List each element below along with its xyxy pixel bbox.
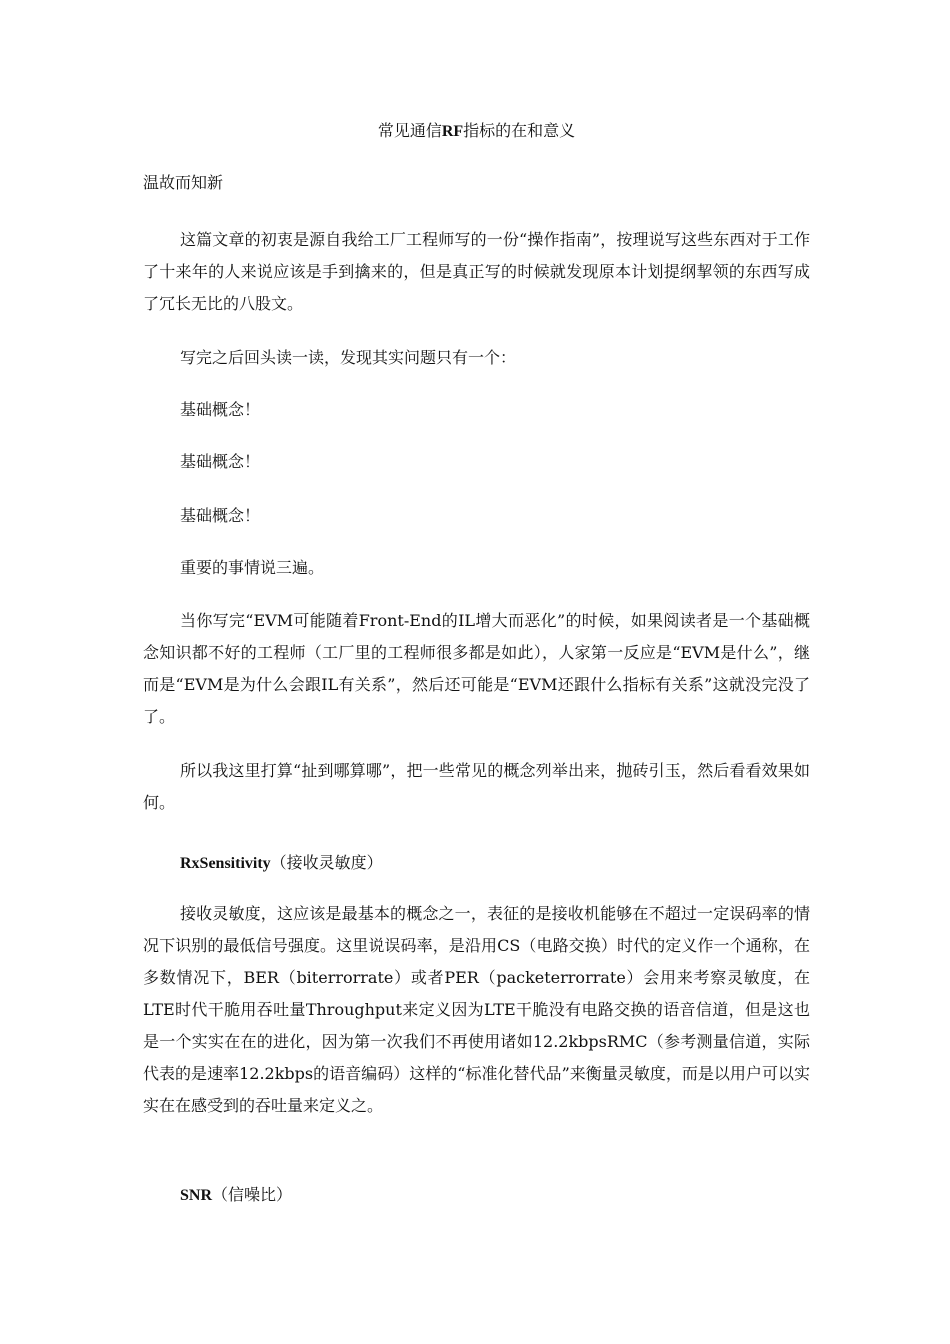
paragraph-rx-sensitivity: 接收灵敏度，这应该是最基本的概念之一，表征的是接收机能够在不超过一定误码率的情况下识别的最低信号强度。这里说误码率，是沿用CS（电路交换）时代的定义作一个通称，在多数情况下，BER（biterrorrate）或者PER（packeterrorrate）会用来考察灵敏度，在LTE时代干脆用吞吐量Throughput来定义因为LTE干脆没有电路交换的语音信道，但是这也是一个实实在在的进化，因为第一次我们不再使用诸如12.2kbpsRMC（参考测量信道，实际代表的是速率12.2kbps的语音编码）这样的“标准化替代品”来衡量灵敏度，而是以用户可以实实在在感受到的吞吐量来定义之。 — [143, 904, 810, 1115]
title-prefix: 常见通信 — [377, 121, 442, 140]
heading-bold: RxSensitivity — [180, 855, 271, 872]
title-suffix: 指标的在和意义 — [463, 121, 576, 140]
paragraph-intro: 这篇文章的初衷是源自我给工厂工程师写的一份“操作指南”，按理说写这些东西对于工作了十来年的人来说应该是手到擒来的，但是真正写的时候就发现原本计划提纲挈领的东西写成了冗长无比的八股文。 — [143, 230, 810, 313]
section-heading-rx-sensitivity — [180, 852, 383, 875]
title-bold: RF — [441, 123, 464, 140]
heading-bold: SNR — [180, 1187, 213, 1204]
heading-rest: （信噪比） — [212, 1185, 293, 1204]
paragraph-reread: 写完之后回头读一读，发现其实问题只有一个： — [180, 348, 517, 367]
paragraph-basic-1: 基础概念！ — [180, 400, 261, 419]
subtitle: 温故而知新 — [143, 173, 224, 192]
paragraph-basic-3: 基础概念！ — [180, 506, 261, 525]
heading-rest: （接收灵敏度） — [270, 853, 383, 872]
paragraph-evm: 当你写完“EVM可能随着Front-End的IL增大而恶化”的时候，如果阅读者是一个基础概念知识都不好的工程师（工厂里的工程师很多都是如此），人家第一反应是“EVM是什么”，继而是“EVM是为什么会跟IL有关系”，然后还可能是“EVM还跟什么指标有关系”这就没完没了了。 — [143, 611, 810, 726]
document-title — [143, 120, 810, 143]
paragraph-three-times: 重要的事情说三遍。 — [180, 558, 325, 577]
paragraph-basic-2: 基础概念！ — [180, 452, 261, 471]
section-heading-snr — [180, 1184, 292, 1207]
paragraph-plan: 所以我这里打算“扯到哪算哪”，把一些常见的概念列举出来，抛砖引玉，然后看看效果如何。 — [143, 761, 810, 812]
